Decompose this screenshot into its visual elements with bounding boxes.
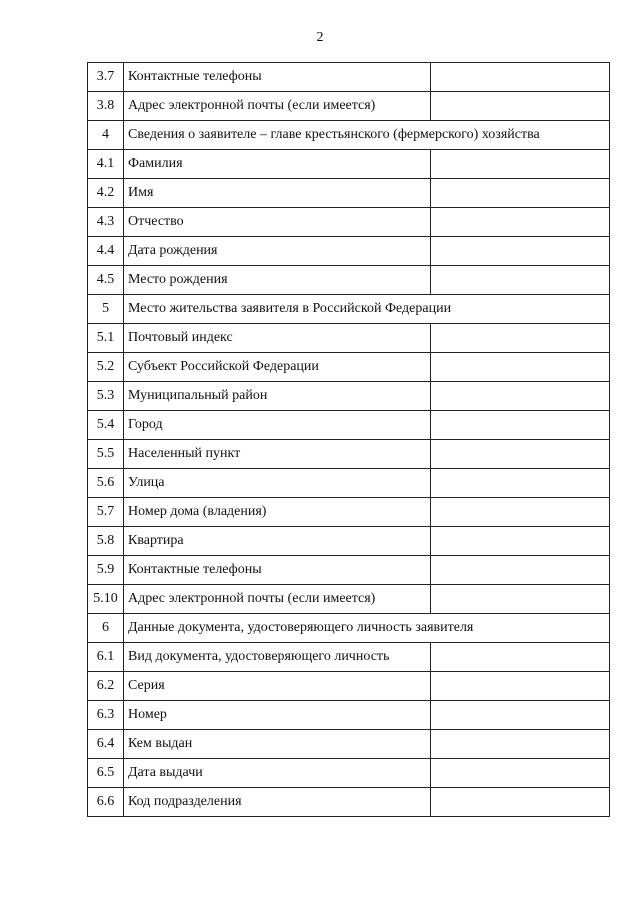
field-value-cell[interactable] bbox=[431, 324, 610, 353]
field-label: Почтовый индекс bbox=[124, 324, 431, 353]
field-label: Место рождения bbox=[124, 266, 431, 295]
field-label: Город bbox=[124, 411, 431, 440]
field-label: Дата выдачи bbox=[124, 759, 431, 788]
field-value-cell[interactable] bbox=[431, 730, 610, 759]
row-number: 5.3 bbox=[88, 382, 124, 411]
field-value-cell[interactable] bbox=[431, 440, 610, 469]
field-row bbox=[88, 324, 610, 353]
section-row bbox=[88, 614, 610, 643]
field-row bbox=[88, 759, 610, 788]
section-row bbox=[88, 121, 610, 150]
field-label: Населенный пункт bbox=[124, 440, 431, 469]
field-label: Вид документа, удостоверяющего личность bbox=[124, 643, 431, 672]
row-number: 6.2 bbox=[88, 672, 124, 701]
field-row bbox=[88, 643, 610, 672]
field-label: Улица bbox=[124, 469, 431, 498]
row-number: 3.8 bbox=[88, 92, 124, 121]
field-value-cell[interactable] bbox=[431, 672, 610, 701]
field-label: Номер дома (владения) bbox=[124, 498, 431, 527]
field-label: Отчество bbox=[124, 208, 431, 237]
field-value-cell[interactable] bbox=[431, 585, 610, 614]
field-value-cell[interactable] bbox=[431, 179, 610, 208]
field-row bbox=[88, 556, 610, 585]
field-value-cell[interactable] bbox=[431, 643, 610, 672]
row-number: 5.5 bbox=[88, 440, 124, 469]
row-number: 6.1 bbox=[88, 643, 124, 672]
field-value-cell[interactable] bbox=[431, 759, 610, 788]
field-row bbox=[88, 788, 610, 817]
form-table-body bbox=[88, 63, 610, 817]
field-label: Контактные телефоны bbox=[124, 63, 431, 92]
field-value-cell[interactable] bbox=[431, 150, 610, 179]
field-label: Контактные телефоны bbox=[124, 556, 431, 585]
row-number: 5.8 bbox=[88, 527, 124, 556]
field-value-cell[interactable] bbox=[431, 527, 610, 556]
row-number: 5.1 bbox=[88, 324, 124, 353]
field-row bbox=[88, 527, 610, 556]
row-number: 4.1 bbox=[88, 150, 124, 179]
field-value-cell[interactable] bbox=[431, 556, 610, 585]
field-row bbox=[88, 440, 610, 469]
field-value-cell[interactable] bbox=[431, 92, 610, 121]
row-number: 6.4 bbox=[88, 730, 124, 759]
row-number: 3.7 bbox=[88, 63, 124, 92]
field-label: Квартира bbox=[124, 527, 431, 556]
field-row bbox=[88, 672, 610, 701]
field-label: Имя bbox=[124, 179, 431, 208]
field-row bbox=[88, 382, 610, 411]
field-value-cell[interactable] bbox=[431, 701, 610, 730]
field-row bbox=[88, 498, 610, 527]
row-number: 5 bbox=[88, 295, 124, 324]
field-row bbox=[88, 208, 610, 237]
row-number: 6.5 bbox=[88, 759, 124, 788]
application-form-table bbox=[87, 62, 610, 817]
field-label: Номер bbox=[124, 701, 431, 730]
section-row bbox=[88, 295, 610, 324]
field-row bbox=[88, 411, 610, 440]
row-number: 4 bbox=[88, 121, 124, 150]
field-value-cell[interactable] bbox=[431, 266, 610, 295]
field-row bbox=[88, 63, 610, 92]
field-label: Кем выдан bbox=[124, 730, 431, 759]
field-label: Фамилия bbox=[124, 150, 431, 179]
field-value-cell[interactable] bbox=[431, 788, 610, 817]
row-number: 6 bbox=[88, 614, 124, 643]
field-label: Дата рождения bbox=[124, 237, 431, 266]
field-row bbox=[88, 353, 610, 382]
field-row bbox=[88, 585, 610, 614]
row-number: 5.9 bbox=[88, 556, 124, 585]
row-number: 5.6 bbox=[88, 469, 124, 498]
field-row bbox=[88, 266, 610, 295]
field-value-cell[interactable] bbox=[431, 382, 610, 411]
field-label: Субъект Российской Федерации bbox=[124, 353, 431, 382]
field-label: Код подразделения bbox=[124, 788, 431, 817]
field-value-cell[interactable] bbox=[431, 237, 610, 266]
row-number: 4.3 bbox=[88, 208, 124, 237]
row-number: 6.6 bbox=[88, 788, 124, 817]
row-number: 5.4 bbox=[88, 411, 124, 440]
field-row bbox=[88, 179, 610, 208]
field-value-cell[interactable] bbox=[431, 63, 610, 92]
row-number: 4.5 bbox=[88, 266, 124, 295]
field-row bbox=[88, 150, 610, 179]
section-title: Место жительства заявителя в Российской Федерации bbox=[124, 295, 610, 324]
field-value-cell[interactable] bbox=[431, 353, 610, 382]
row-number: 5.7 bbox=[88, 498, 124, 527]
field-label: Адрес электронной почты (если имеется) bbox=[124, 92, 431, 121]
field-label: Адрес электронной почты (если имеется) bbox=[124, 585, 431, 614]
field-row bbox=[88, 469, 610, 498]
row-number: 4.2 bbox=[88, 179, 124, 208]
row-number: 5.10 bbox=[88, 585, 124, 614]
field-label: Муниципальный район bbox=[124, 382, 431, 411]
row-number: 5.2 bbox=[88, 353, 124, 382]
field-value-cell[interactable] bbox=[431, 411, 610, 440]
section-title: Сведения о заявителе – главе крестьянского (фермерского) хозяйства bbox=[124, 121, 610, 150]
section-title: Данные документа, удостоверяющего личность заявителя bbox=[124, 614, 610, 643]
page-number: 2 bbox=[316, 30, 324, 45]
field-value-cell[interactable] bbox=[431, 208, 610, 237]
field-row bbox=[88, 92, 610, 121]
row-number: 4.4 bbox=[88, 237, 124, 266]
field-value-cell[interactable] bbox=[431, 498, 610, 527]
row-number: 6.3 bbox=[88, 701, 124, 730]
field-value-cell[interactable] bbox=[431, 469, 610, 498]
field-row bbox=[88, 730, 610, 759]
field-row bbox=[88, 237, 610, 266]
field-label: Серия bbox=[124, 672, 431, 701]
field-row bbox=[88, 701, 610, 730]
